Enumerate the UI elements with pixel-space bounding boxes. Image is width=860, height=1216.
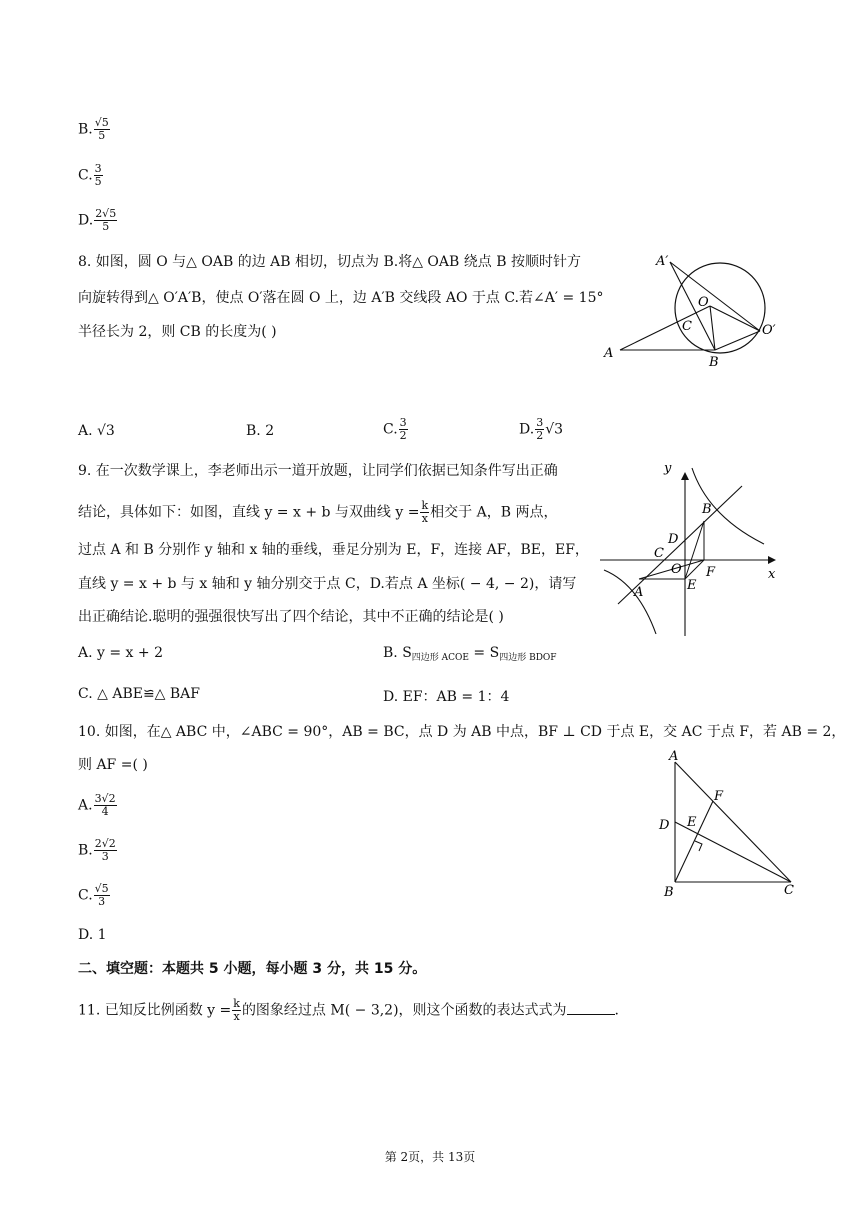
q8-option-b: B. 2 [246,423,275,439]
page-footer: 第 2页，共 13页 [384,1150,476,1164]
q10-label-e: E [687,815,697,830]
q9-option-b: B. $S_{四边形 ACOE} = S_{四边形 BDOF}$ [383,645,557,663]
q9-y-axis-arrow [681,472,689,480]
q8-segment-ao [620,306,710,350]
q8-segment-o-o-prime [710,306,760,331]
q9-label-x: x [768,567,776,582]
q11-text: 11. 已知反比例函数 y = $\frac{k}{x}$ 的图象经过点 M( − 3,2)，则这个函数的表达式式为 . [78,997,619,1023]
q10-figure [655,748,805,898]
q8-label-o: O [698,295,709,310]
q9-figure [596,456,786,640]
q10-option-a: A. $\frac{3√2}{4}$ [78,792,116,818]
q10-right-angle-mark [695,841,702,851]
q8-text-line3: 半径长为 2，则 CB 的长度为( ) [78,324,277,340]
q9-text-line5: 出正确结论.聪明的强强很快写出了四个结论，其中不正确的结论是( ) [78,609,504,625]
q8-label-c: C [682,319,692,334]
q9-hyperbola-branch-2 [604,570,656,634]
q10-label-c: C [784,883,794,898]
q9-label-a: A [634,585,644,600]
q9-label-o: O [671,562,682,577]
q7-option-c: C. $\frac{3}{5}$ [78,162,102,188]
q9-text-line4: 直线 y = x + b 与 x 轴和 y 轴分别交于点 C，D.若点 A 坐标( − 4, − 2)，请写 [78,576,577,592]
q9-text-line3: 过点 A 和 B 分别作 y 轴和 x 轴的垂线，垂足分别为 E，F，连接 AF，BE，EF， [78,542,589,558]
q10-text-line1: 10. 如图，在△ ABC 中，∠ABC = 90°，AB = BC，点 D 为 AB 中点，BF ⊥ CD 于点 E，交 AC 于点 F，若 AB = 2， [78,724,846,740]
q10-option-c: C. $\frac{√5}{3}$ [78,882,109,908]
q8-segment-b-o-prime [715,331,760,350]
q10-label-d: D [659,818,670,833]
q8-label-o-prime: O′ [762,323,776,338]
q8-text-line1: 8. 如图，圆 O 与△ OAB 的边 AB 相切，切点为 B.将△ OAB 绕点 B 按顺时针方 [78,254,581,270]
q8-option-c: C. $\frac{3}{2}$ [383,416,407,442]
q11-answer-blank[interactable] [567,1000,615,1015]
q8-option-d: D. $\frac{3}{2}$ √3 [519,416,564,442]
section-heading-fill-in: 二、填空题：本题共 5 小题，每小题 3 分，共 15 分。 [78,961,427,977]
q9-option-c: C. △ ABE≌△ BAF [78,686,201,702]
q9-label-y: y [664,461,672,476]
q8-label-b: B [709,355,719,370]
q7-option-b: B. $\frac{√5}{5}$ [78,116,109,142]
q10-label-b: B [664,885,674,898]
q10-label-a: A [669,749,679,764]
q8-text-line2: 向旋转得到△ O′A′B，使点 O′落在圆 O 上，边 A′B 交线段 AO 于点 C.若∠A′ = 15° [78,290,604,306]
q9-label-e: E [687,578,697,593]
q9-option-d: D. EF：AB = 1：4 [383,689,510,705]
q9-segment-be [685,521,704,579]
q9-option-a: A. y = x + 2 [78,645,163,661]
q8-label-a: A [604,346,614,361]
q9-x-axis-arrow [768,556,776,564]
q9-text-line2: 结论，具体如下：如图，直线 y = x + b 与双曲线 y = $\frac{k}{x}$ 相交于 A，B 两点， [78,499,558,525]
q10-segment-cd [675,822,791,882]
q8-option-a: A. √3 [78,423,115,439]
q10-label-f: F [714,789,724,804]
q9-label-f: F [706,565,716,580]
q8-segment-ob [710,306,715,350]
q9-label-d: D [668,532,679,547]
q8-label-a-prime: A′ [656,254,669,269]
q9-label-b: B [702,502,712,517]
q7-option-d: D. $\frac{2√5}{5}$ [78,207,117,233]
q8-figure [598,248,793,373]
q10-text-line2: 则 AF =( ) [78,757,148,773]
q9-text-line1: 9. 在一次数学课上，李老师出示一道开放题，让同学们依据已知条件写出正确 [78,463,558,479]
q10-option-b: B. $\frac{2√2}{3}$ [78,837,116,863]
q10-segment-bf [675,801,713,882]
q9-label-c: C [654,546,664,561]
q10-option-d: D. 1 [78,927,107,943]
